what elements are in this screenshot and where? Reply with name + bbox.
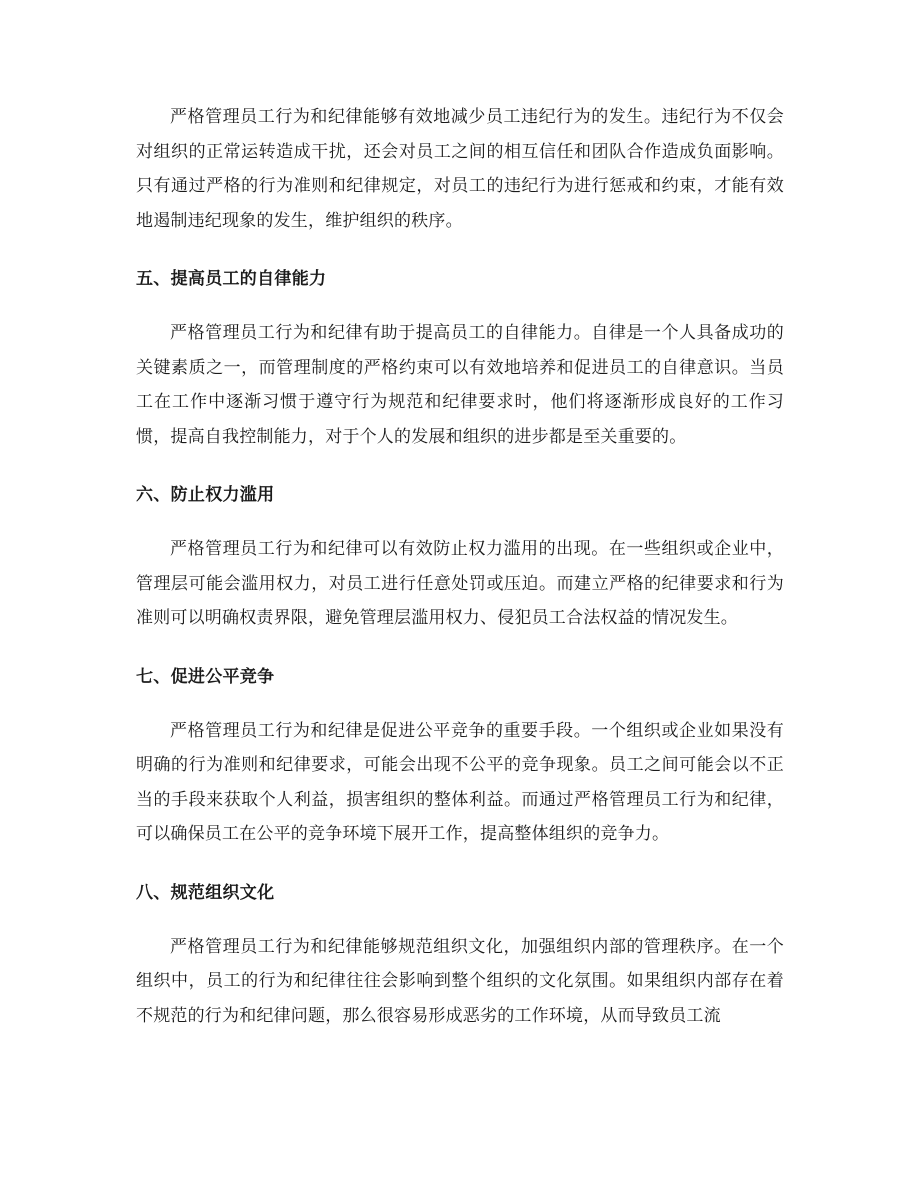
section-body-8: 严格管理员工行为和纪律能够规范组织文化，加强组织内部的管理秩序。在一个组织中，员工的行为和纪律往往会影响到整个组织的文化氛围。如果组织内部存在着不规范的行为和纪律问题，那么很容易形成恶劣的工作环境，从而导致员工流 bbox=[136, 936, 784, 1026]
section-body-6: 严格管理员工行为和纪律可以有效防止权力滥用的出现。在一些组织或企业中，管理层可能会滥用权力，对员工进行任意处罚或压迫。而建立严格的纪律要求和行为准则可以明确权责界限，避免管理层滥用权力、侵犯员工合法权益的情况发生。 bbox=[136, 539, 784, 628]
section-body-5: 严格管理员工行为和纪律有助于提高员工的自律能力。自律是一个人具备成功的关键素质之一，而管理制度的严格约束可以有效地培养和促进员工的自律意识。当员工在工作中逐渐习惯于遵守行为规范和纪律要求时，他们将逐渐形成良好的工作习惯，提高自我控制能力，对于个人的发展和组织的进步都是至关重要的。 bbox=[136, 323, 784, 447]
section-heading-5: 五、提高员工的自律能力 bbox=[136, 269, 327, 289]
document-body bbox=[136, 100, 784, 1033]
section-heading-7: 七、促进公平竞争 bbox=[136, 666, 275, 687]
section-heading-8: 八、规范组织文化 bbox=[136, 882, 275, 903]
paragraph-intro: 严格管理员工行为和纪律能够有效地减少员工违纪行为的发生。违纪行为不仅会对组织的正常运转造成干扰，还会对员工之间的相互信任和团队合作造成负面影响。只有通过严格的行为准则和纪律规定，对员工的违纪行为进行惩戒和约束，才能有效地遏制违纪现象的发生，维护组织的秩序。 bbox=[136, 107, 784, 231]
section-body-7: 严格管理员工行为和纪律是促进公平竞争的重要手段。一个组织或企业如果没有明确的行为准则和纪律要求，可能会出现不公平的竞争现象。员工之间可能会以不正当的手段来获取个人利益，损害组织的整体利益。而通过严格管理员工行为和纪律，可以确保员工在公平的竞争环境下展开工作，提高整体组织的竞争力。 bbox=[136, 720, 784, 844]
section-heading-6: 六、防止权力滥用 bbox=[136, 485, 275, 505]
